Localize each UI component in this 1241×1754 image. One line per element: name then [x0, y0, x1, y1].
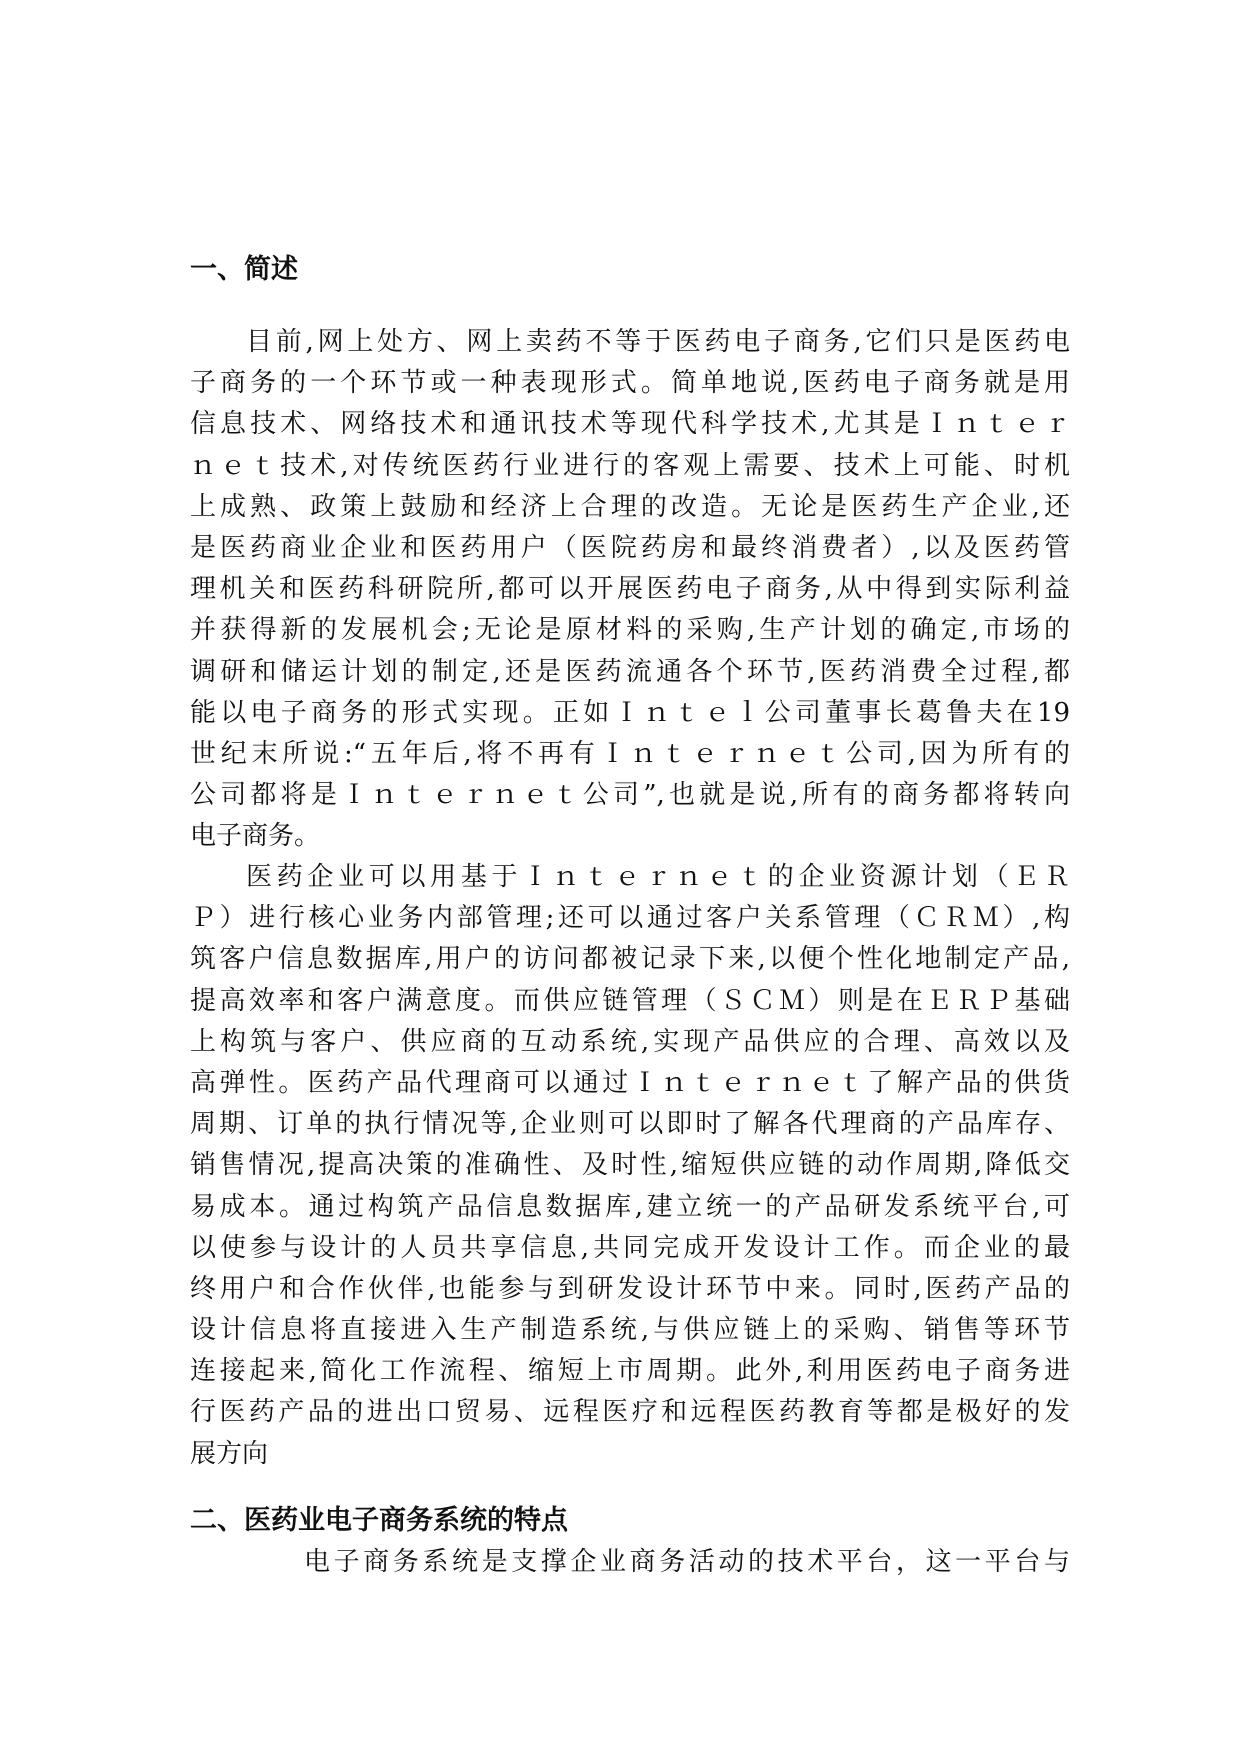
text-line: 筑客户信息数据库,用户的访问都被记录下来,以便个性化地制定产品,: [190, 944, 1070, 975]
text-line: 并获得新的发展机会;无论是原材料的采购,生产计划的确定,市场的: [190, 615, 1070, 646]
text-line: 以使参与设计的人员共享信息,共同完成开发设计工作。而企业的最: [190, 1232, 1070, 1263]
text-line: 设计信息将直接进入生产制造系统,与供应链上的采购、销售等环节: [190, 1315, 1070, 1346]
text-line: 信息技术、网络技术和通讯技术等现代科学技术,尤其是Ｉｎｔｅｒ: [190, 409, 1070, 440]
section-1-paragraph-1: [190, 322, 1070, 857]
text-line: 是医药商业企业和医药用户（医院药房和最终消费者）,以及医药管: [190, 532, 1070, 563]
text-line: 公司都将是Ｉｎｔｅｒｎｅｔ公司”,也就是说,所有的商务都将转向: [190, 780, 1070, 811]
section-1-heading: 一、简述: [190, 254, 298, 285]
text-line: 目前,网上处方、网上卖药不等于医药电子商务,它们只是医药电: [246, 327, 1070, 357]
text-line: 连接起来,简化工作流程、缩短上市周期。此外,利用医药电子商务进: [190, 1356, 1070, 1387]
text-line: 子商务的一个环节或一种表现形式。简单地说,医药电子商务就是用: [190, 368, 1070, 399]
text-line: 周期、订单的执行情况等,企业则可以即时了解各代理商的产品库存、: [190, 1109, 1070, 1140]
text-line: 能以电子商务的形式实现。正如Ｉｎｔｅｌ公司董事长葛鲁夫在19: [190, 697, 1070, 728]
text-line: 世纪末所说:“五年后,将不再有Ｉｎｔｅｒｎｅｔ公司,因为所有的: [190, 738, 1070, 769]
text-line: 提高效率和客户满意度。而供应链管理（ＳＣＭ）则是在ＥＲＰ基础: [190, 985, 1070, 1016]
section-2-paragraph-1: [190, 1542, 1070, 1583]
text-line: 高弹性。医药产品代理商可以通过Ｉｎｔｅｒｎｅｔ了解产品的供货: [190, 1067, 1070, 1098]
text-line: 上构筑与客户、供应商的互动系统,实现产品供应的合理、高效以及: [190, 1026, 1070, 1057]
section-2-heading: 二、医药业电子商务系统的特点: [190, 1505, 568, 1536]
text-line: 医药企业可以用基于Ｉｎｔｅｒｎｅｔ的企业资源计划（ＥＲ: [246, 862, 1070, 892]
text-line: ｎｅｔ技术,对传统医药行业进行的客观上需要、技术上可能、时机: [190, 450, 1070, 481]
text-line: 易成本。通过构筑产品信息数据库,建立统一的产品研发系统平台,可: [190, 1191, 1070, 1222]
section-1-paragraph-2: [190, 857, 1070, 1475]
text-line: 终用户和合作伙伴,也能参与到研发设计环节中来。同时,医药产品的: [190, 1273, 1070, 1304]
text-line: 理机关和医药科研院所,都可以开展医药电子商务,从中得到实际利益: [190, 574, 1070, 605]
text-line: 电子商务系统是支撑企业商务活动的技术平台，这一平台与: [304, 1547, 1070, 1577]
text-line: 销售情况,提高决策的准确性、及时性,缩短供应链的动作周期,降低交: [190, 1150, 1070, 1181]
text-line: 展方向: [190, 1438, 269, 1469]
text-line: 行医药产品的进出口贸易、远程医疗和远程医药教育等都是极好的发: [190, 1397, 1070, 1428]
text-line: 上成熟、政策上鼓励和经济上合理的改造。无论是医药生产企业,还: [190, 491, 1070, 522]
text-line: Ｐ）进行核心业务内部管理;还可以通过客户关系管理（ＣＲＭ）,构: [190, 903, 1070, 934]
text-line: 调研和储运计划的制定,还是医药流通各个环节,医药消费全过程,都: [190, 656, 1070, 687]
text-line: 电子商务。: [190, 821, 321, 852]
